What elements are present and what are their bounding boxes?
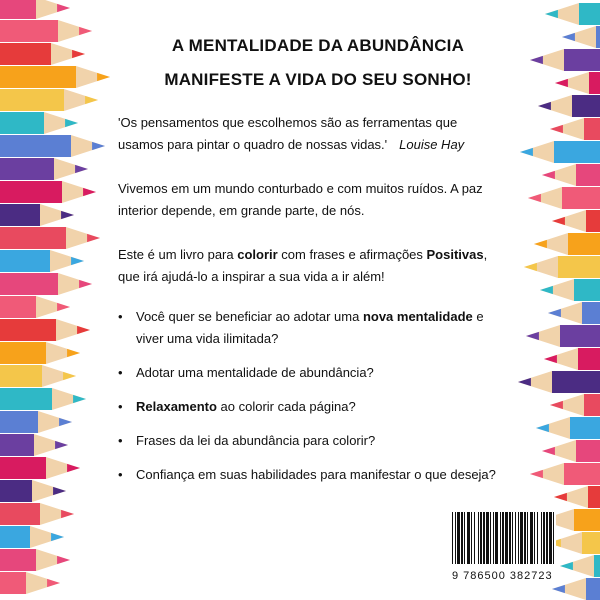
list-item-text: e viver uma vida ilimitada? — [136, 309, 484, 346]
pencil-lead — [542, 447, 555, 455]
pencil-body — [558, 256, 600, 278]
barcode-bar — [500, 512, 501, 564]
barcode-bar — [546, 512, 548, 564]
bullet-marker: • — [118, 399, 123, 414]
barcode-bar — [543, 512, 545, 564]
pencil-lead — [57, 303, 70, 311]
barcode-bar — [502, 512, 504, 564]
barcode-bar — [495, 512, 498, 564]
pencil-body — [582, 302, 600, 324]
barcode-number: 9 786500 382723 — [452, 570, 553, 582]
barcode-bar — [537, 512, 538, 564]
pencil-lead — [47, 579, 60, 587]
pencil-body — [562, 187, 600, 209]
pencil-body — [0, 0, 36, 19]
pencil-body — [584, 394, 600, 416]
barcode-bar — [512, 512, 513, 564]
barcode-bar — [524, 512, 526, 564]
pencil-body — [576, 440, 600, 462]
barcode-bar — [486, 512, 489, 564]
list-item — [118, 396, 500, 418]
pencil-body — [589, 72, 600, 94]
quote-author: Louise Hay — [399, 137, 465, 152]
pencil-lead — [59, 418, 72, 426]
pencil-lead — [538, 102, 551, 110]
pencil-lead — [87, 234, 100, 242]
pencil-lead — [536, 424, 549, 432]
pencil-body — [588, 486, 600, 508]
list-item — [118, 306, 500, 350]
pencil-body — [578, 348, 600, 370]
pencil-lead — [83, 188, 96, 196]
pencil-lead — [524, 263, 537, 271]
pencil-body — [0, 43, 51, 65]
pencil-lead — [548, 309, 561, 317]
pencil-lead — [73, 395, 86, 403]
barcode-bar — [480, 512, 482, 564]
pencil-body — [0, 227, 66, 249]
barcode-bar — [509, 512, 511, 564]
pencil-body — [0, 204, 40, 226]
pencil-body — [0, 250, 50, 272]
quote-paragraph — [118, 112, 500, 156]
pencil-body — [560, 325, 600, 347]
pencil-lead — [77, 326, 90, 334]
list-item-bold: Relaxamento — [136, 399, 217, 414]
barcode-bar — [490, 512, 491, 564]
pencil-lead — [75, 165, 88, 173]
pencil-lead — [61, 510, 74, 518]
pencil-lead — [72, 50, 85, 58]
list-item-bold: nova mentalidade — [362, 309, 473, 324]
pencil-lead — [71, 257, 84, 265]
pencil-body — [586, 578, 600, 600]
barcode-bar — [455, 512, 456, 564]
book-description-paragraph — [118, 244, 500, 288]
pencil-body — [572, 95, 600, 117]
pencil-lead — [530, 56, 543, 64]
list-item-text: Você quer se beneficiar ao adotar uma — [136, 309, 363, 324]
pencil-body — [576, 164, 600, 186]
list-item-text: Confiança em suas habilidades para manifestar o que deseja? — [136, 467, 496, 482]
pencil-lead — [79, 280, 92, 288]
barcode-bar — [541, 512, 542, 564]
barcode-bar — [452, 512, 453, 564]
pencil-lead — [530, 470, 543, 478]
description-text: , que irá ajudá-lo a inspirar a sua vida a ir além! — [118, 247, 488, 284]
list-item — [118, 464, 500, 486]
barcode-bar — [483, 512, 485, 564]
pencil-body — [0, 20, 58, 42]
pencil-body — [0, 135, 71, 157]
barcode-bar — [461, 512, 463, 564]
list-item — [118, 430, 500, 452]
pencil-lead — [55, 441, 68, 449]
pencil-lead — [550, 401, 563, 409]
pencil-lead — [57, 556, 70, 564]
pencil-lead — [545, 10, 558, 18]
barcode-bar — [515, 512, 516, 564]
pencil-lead — [555, 79, 568, 87]
quote-text: 'Os pensamentos que escolhemos são as ferramentas que usamos para pintar o quadro de nossas vidas.' — [118, 115, 458, 152]
pencil-body — [594, 555, 600, 577]
pencil-body — [0, 158, 54, 180]
pencil-lead — [97, 73, 110, 81]
title-line-2: MANIFESTE A VIDA DO SEU SONHO! — [164, 70, 472, 89]
bullet-marker: • — [118, 433, 123, 448]
pencil-lead — [67, 349, 80, 357]
pencil-body — [0, 89, 64, 111]
pencil-body — [0, 388, 52, 410]
barcode-bar — [553, 512, 554, 564]
pencil-lead — [63, 372, 76, 380]
barcode-bar — [527, 512, 528, 564]
barcode-bar — [493, 512, 494, 564]
pencil-lead — [518, 378, 531, 386]
pencil-lead — [526, 332, 539, 340]
barcode-bar — [505, 512, 508, 564]
pencil-body — [579, 3, 600, 25]
list-item-text: Adotar uma mentalidade de abundância? — [136, 365, 374, 380]
benefits-list — [118, 306, 500, 498]
pencil-body — [0, 365, 42, 387]
bullet-marker: • — [118, 365, 123, 380]
list-item-text: ao colorir cada página? — [216, 399, 356, 414]
pencil-lead — [560, 562, 573, 570]
pencil-lead — [65, 119, 78, 127]
pencil-body — [596, 26, 600, 48]
pencil-lead — [79, 27, 92, 35]
pencil-body — [0, 273, 58, 295]
pencil-body — [568, 233, 600, 255]
pencil-body — [586, 210, 600, 232]
pencil-body — [0, 342, 46, 364]
pencil-body — [0, 411, 38, 433]
intro-paragraph: Vivemos em um mundo conturbado e com muitos ruídos. A paz interior depende, em grande parte, de nós. — [118, 181, 483, 218]
title-line-1: A MENTALIDADE DA ABUNDÂNCIA — [171, 36, 465, 55]
pencil-lead — [53, 487, 66, 495]
pencil-body — [0, 457, 46, 479]
description-bold-positivas: Positivas — [426, 247, 484, 262]
pencil-body — [0, 572, 26, 594]
description-text: com frases e afirmações — [277, 247, 427, 262]
pencil-lead — [534, 240, 547, 248]
pencil-body — [554, 141, 600, 163]
pencil-body — [582, 532, 600, 554]
pencil-body — [0, 296, 36, 318]
pencil-body — [0, 503, 40, 525]
pencil-body — [574, 279, 600, 301]
pencil-lead — [550, 125, 563, 133]
pencil-lead — [61, 211, 74, 219]
pencil-lead — [540, 286, 553, 294]
pencil-body — [0, 181, 62, 203]
barcode-bar — [467, 512, 470, 564]
pencil-lead — [92, 142, 105, 150]
description-text: Este é um livro para — [118, 247, 238, 262]
pencil-lead — [552, 585, 565, 593]
pencil-body — [574, 509, 600, 531]
barcode-bar — [534, 512, 535, 564]
pencil-lead — [85, 96, 98, 104]
pencil-lead — [554, 493, 567, 501]
pencil-body — [0, 480, 32, 502]
barcode-bar — [518, 512, 519, 564]
pencil-body — [0, 434, 34, 456]
pencil-body — [570, 417, 600, 439]
pencil-body — [564, 463, 600, 485]
back-cover-text — [118, 0, 498, 600]
pencil-lead — [51, 533, 64, 541]
barcode-bar — [457, 512, 460, 564]
pencil-body — [0, 526, 30, 548]
bullet-marker: • — [118, 309, 123, 324]
list-item-text: Frases da lei da abundância para colorir? — [136, 433, 376, 448]
list-item — [118, 362, 500, 384]
pencil-lead — [57, 4, 70, 12]
pencil-lead — [544, 355, 557, 363]
bullet-marker: • — [118, 467, 123, 482]
pencil-body — [564, 49, 600, 71]
colored-pencils-left-image — [0, 0, 120, 600]
pencil-lead — [520, 148, 533, 156]
pencil-lead — [542, 171, 555, 179]
pencil-lead — [67, 464, 80, 472]
pencil-body — [552, 371, 600, 393]
pencil-lead — [562, 33, 575, 41]
pencil-body — [0, 66, 76, 88]
pencil-body — [0, 549, 36, 571]
pencil-body — [584, 118, 600, 140]
pencil-lead — [528, 194, 541, 202]
barcode-bar — [464, 512, 465, 564]
pencil-body — [0, 112, 44, 134]
barcode-bar — [478, 512, 479, 564]
barcode-bar — [520, 512, 523, 564]
barcode-bar — [530, 512, 533, 564]
barcode-bar — [471, 512, 472, 564]
barcode-bar — [549, 512, 552, 564]
pencil-body — [0, 319, 56, 341]
barcode-image — [450, 510, 556, 566]
barcode-bar — [474, 512, 475, 564]
description-bold-colorir: colorir — [237, 247, 278, 262]
pencil-lead — [552, 217, 565, 225]
